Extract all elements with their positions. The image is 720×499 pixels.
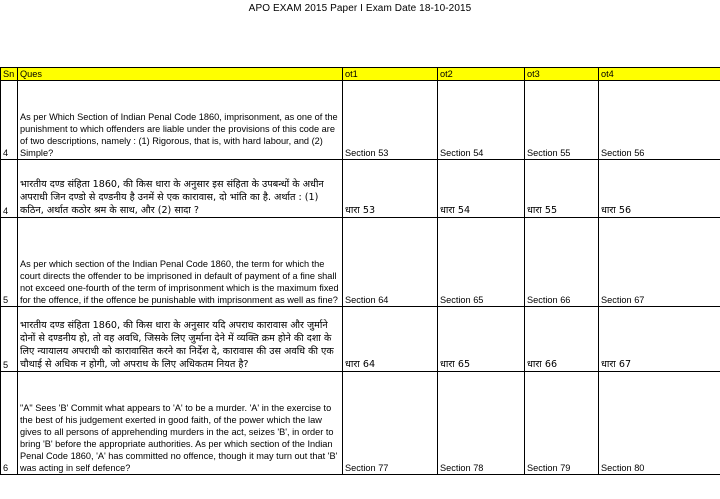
column-header-ot4: ot4: [599, 68, 720, 81]
cell-option-2: Section 54: [438, 81, 525, 160]
cell-option-1: Section 77: [343, 372, 438, 475]
cell-option-2: धारा 54: [438, 160, 525, 218]
cell-option-1: धारा 53: [343, 160, 438, 218]
cell-option-3: Section 79: [525, 372, 599, 475]
column-header-ot2: ot2: [438, 68, 525, 81]
table-row: [1, 160, 720, 218]
cell-question: As per Which Section of Indian Penal Code 1860, imprisonment, as one of the punishment to which offenders are liable under the provisions of this code are of two descriptions, namely : (1) Rigorous, that is, with hard labour, and (2) Simple?: [18, 81, 343, 160]
cell-option-1: धारा 64: [343, 307, 438, 372]
cell-option-3: धारा 55: [525, 160, 599, 218]
cell-option-4: Section 80: [599, 372, 720, 475]
cell-option-2: धारा 65: [438, 307, 525, 372]
cell-option-3: धारा 66: [525, 307, 599, 372]
page-title: APO EXAM 2015 Paper I Exam Date 18-10-2015: [248, 3, 472, 14]
questions-table: [0, 67, 720, 475]
cell-question: भारतीय दण्ड संहिता 1860, की किस धारा के अनुसार यदि अपराध कारावास और जुर्माने दोनों से दण्डनीय हो, तो वह अवधि, जिसके लिए जुर्माना देने में व्यक्ति क्रम होने की दशा के लिए न्यायालय अपराधी को कारावासित करने का निर्देश दे, कारावास की उस अवधि की एक चौथाई से अधिक न होगी, जो अपराध के लिए अधिकतम नियत है?: [18, 307, 343, 372]
table-row: [1, 218, 720, 307]
cell-sn: 4: [1, 81, 18, 160]
cell-question: As per which section of the Indian Penal Code 1860, the term for which the court directs the offender to be imprisoned in default of payment of a fine shall not exceed one-fourth of the term of imprisonment which is the maximum fixed for the offence, if the offence be punishable with imprisonment as well as fine?: [18, 218, 343, 307]
cell-option-4: धारा 67: [599, 307, 720, 372]
cell-question: भारतीय दण्ड संहिता 1860, की किस धारा के अनुसार इस संहिता के उपबन्धों के अधीन अपराधी जिन दण्डो से दण्डनीय है उनमें से एक कारावास, दो भांति का है. अर्थात : (1) कठिन, अर्थात कठोर श्रम के साथ, और (2) सादा ?: [18, 160, 343, 218]
cell-sn: 4: [1, 160, 18, 218]
column-header-sn: Sn: [1, 68, 18, 81]
cell-option-2: Section 78: [438, 372, 525, 475]
cell-option-2: Section 65: [438, 218, 525, 307]
table-row: [1, 372, 720, 475]
cell-sn: 5: [1, 307, 18, 372]
cell-option-1: Section 64: [343, 218, 438, 307]
cell-sn: 5: [1, 218, 18, 307]
cell-question: "A" Sees 'B' Commit what appears to 'A' to be a murder. 'A' in the exercise to the best of his judgement exerted in good faith, of the power which the law gives to all persons of apprehending murders in the act, seizes 'B', in order to bring 'B' before the appropriate authorities. As per which section of the Indian Penal Code 1860, 'A' has committed no offence, though it may turn out that 'B' was acting in self defence?: [18, 372, 343, 475]
cell-option-3: Section 55: [525, 81, 599, 160]
cell-option-4: Section 67: [599, 218, 720, 307]
column-header-ot3: ot3: [525, 68, 599, 81]
table-header-row: [1, 68, 720, 81]
cell-option-4: धारा 56: [599, 160, 720, 218]
cell-option-1: Section 53: [343, 81, 438, 160]
table-row: [1, 307, 720, 372]
cell-option-3: Section 66: [525, 218, 599, 307]
cell-option-4: Section 56: [599, 81, 720, 160]
table-row: [1, 81, 720, 160]
column-header-ques: Ques: [18, 68, 343, 81]
column-header-ot1: ot1: [343, 68, 438, 81]
cell-sn: 6: [1, 372, 18, 475]
